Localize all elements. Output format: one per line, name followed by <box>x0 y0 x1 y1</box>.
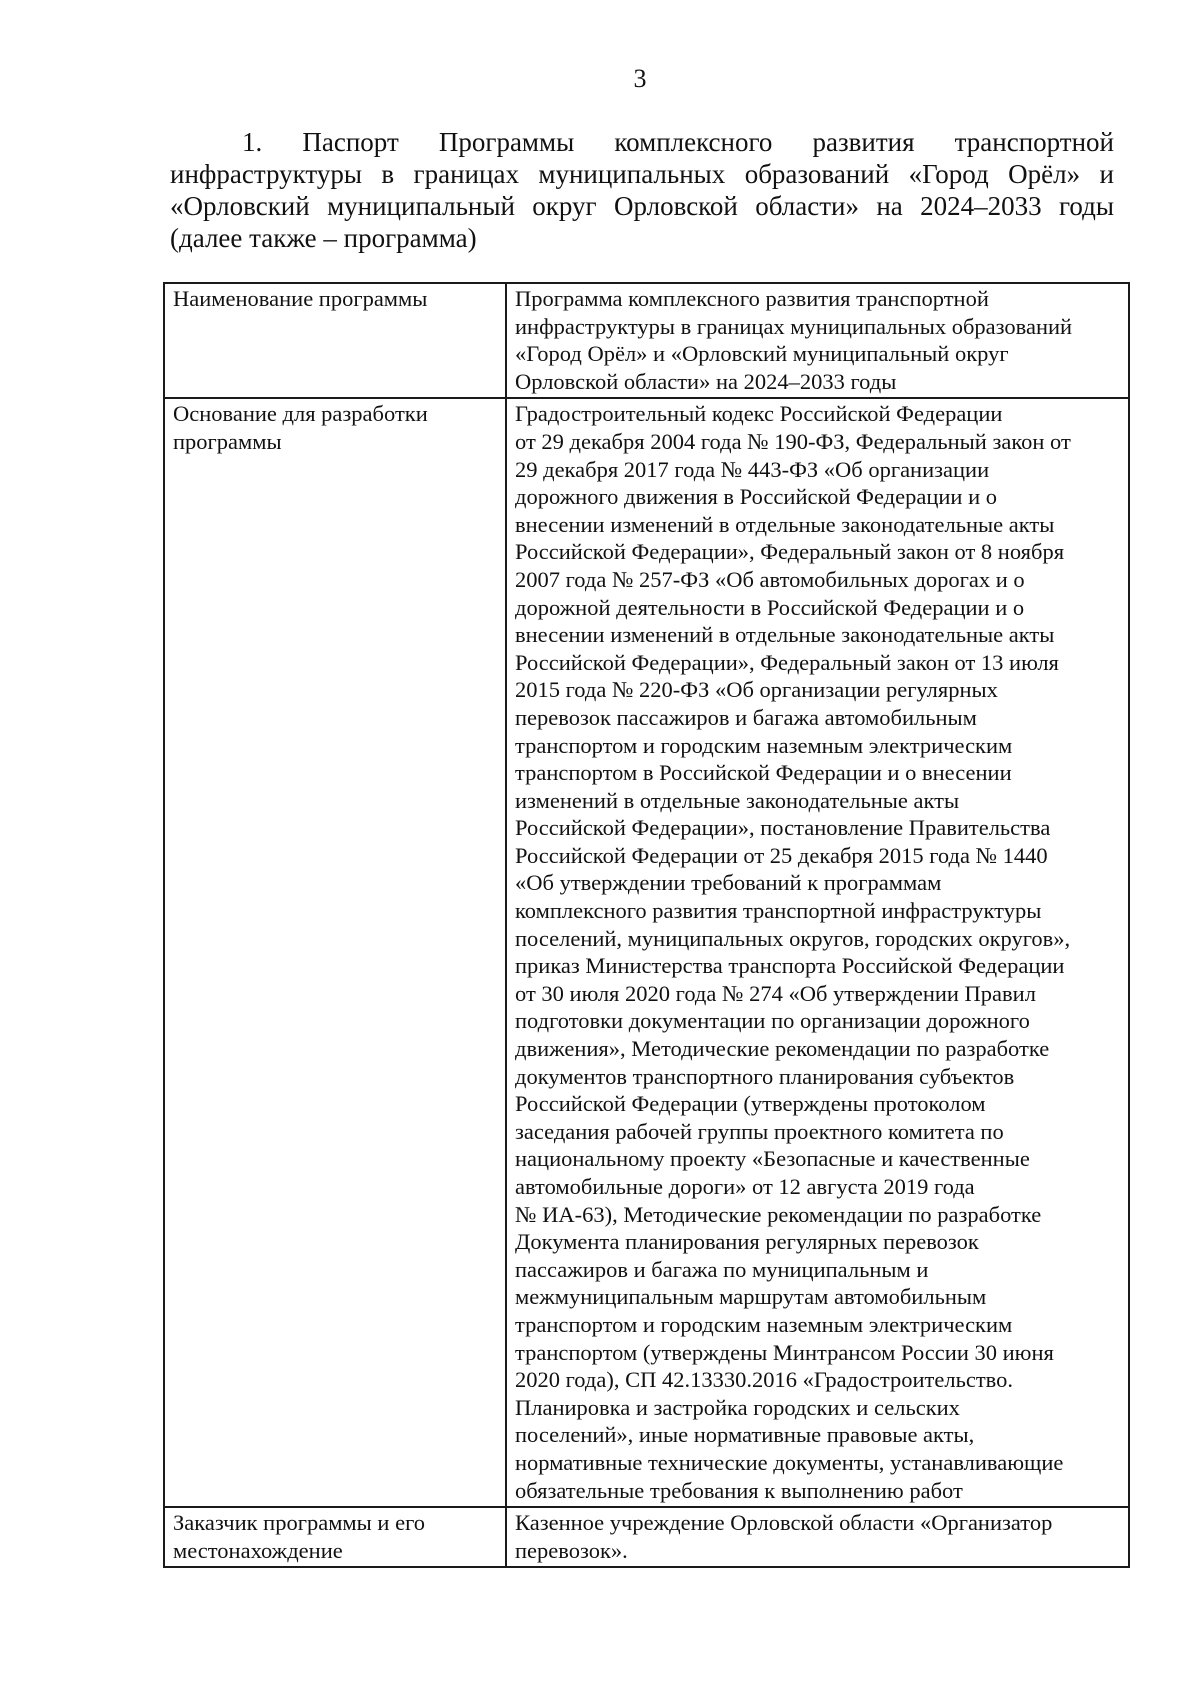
value-line: Орловской области» на 2024–2033 годы <box>515 368 897 394</box>
label-line: программы <box>173 428 282 454</box>
row-customer <box>164 1507 1129 1567</box>
section-heading <box>170 126 1114 254</box>
value-line: комплексного развития транспортной инфраструктуры <box>515 898 1042 924</box>
value-line: Документа планирования регулярных перевозок <box>515 1229 979 1255</box>
passport-table <box>163 282 1130 1568</box>
value-line: 29 декабря 2017 года № 443-ФЗ «Об организации <box>515 456 990 482</box>
value-line: Российской Федерации», Федеральный закон от 13 июля <box>515 649 1059 675</box>
value-line: дорожного движения в Российской Федерации и о <box>515 484 997 510</box>
row-label-cell <box>164 1507 506 1567</box>
value-line: автомобильные дороги» от 12 августа 2019 года <box>515 1174 975 1199</box>
value-line: Российской Федерации», постановление Правительства <box>515 815 1051 841</box>
value-line: дорожной деятельности в Российской Федерации и о <box>515 594 1025 620</box>
heading-line: 1. Паспорт Программы комплексного развития транспортной <box>242 127 1114 157</box>
row-value-cell <box>506 283 1129 398</box>
value-line: транспортом в Российской Федерации и о внесении <box>515 760 1012 786</box>
value-line: пассажиров и багажа по муниципальным и <box>515 1256 929 1282</box>
value-line: Градостроительный кодекс Российской Федерации <box>515 401 1003 427</box>
label-line: Заказчик программы и его <box>173 1510 425 1536</box>
value-line: Казенное учреждение Орловской области «Организатор <box>515 1510 1053 1536</box>
value-line: «Город Орёл» и «Орловский муниципальный округ <box>515 341 1009 367</box>
value-line: 2007 года № 257-ФЗ «Об автомобильных дорогах и о <box>515 566 1025 592</box>
value-line: № ИА-63), Методические рекомендации по разработке <box>515 1201 1042 1227</box>
value-line: нормативные технические документы, устанавливающие <box>515 1449 1064 1475</box>
value-line: документов транспортного планирования субъектов <box>515 1063 1015 1089</box>
row-label-cell <box>164 398 506 1507</box>
row-value-cell <box>506 398 1129 1507</box>
heading-line: (далее также – программа) <box>170 223 477 253</box>
label-line: Основание для разработки <box>173 401 428 427</box>
value-line: межмуниципальным маршрутам автомобильным <box>515 1284 987 1310</box>
label-line: Наименование программы <box>173 286 428 311</box>
value-line: Российской Федерации (утверждены протоколом <box>515 1091 986 1117</box>
value-line: внесении изменений в отдельные законодательные акты <box>515 622 1055 648</box>
row-label-cell <box>164 283 506 398</box>
row-value-cell <box>506 1507 1129 1567</box>
value-line: 2020 года), СП 42.13330.2016 «Градостроительство. <box>515 1367 1014 1393</box>
value-line: изменений в отдельные законодательные акты <box>515 787 960 813</box>
value-line: Российской Федерации от 25 декабря 2015 года № 1440 <box>515 842 1048 868</box>
row-development-basis <box>164 398 1129 1507</box>
value-line: перевозок пассажиров и багажа автомобильным <box>515 704 977 730</box>
value-line: Российской Федерации», Федеральный закон от 8 ноября <box>515 539 1065 565</box>
value-line: Планировка и застройка городских и сельских <box>515 1394 960 1420</box>
row-program-name <box>164 283 1129 398</box>
value-line: Программа комплексного развития транспортной <box>515 286 989 311</box>
value-line: инфраструктуры в границах муниципальных образований <box>515 313 1073 339</box>
value-line: движения», Методические рекомендации по разработке <box>515 1036 1050 1062</box>
value-line: поселений», иные нормативные правовые акты, <box>515 1422 975 1448</box>
value-line: заседания рабочей группы проектного комитета по <box>515 1118 1004 1144</box>
page-number: 3 <box>633 64 647 93</box>
value-line: национальному проекту «Безопасные и качественные <box>515 1146 1030 1172</box>
value-line: от 30 июля 2020 года № 274 «Об утверждении Правил <box>515 980 1036 1006</box>
heading-line: «Орловский муниципальный округ Орловской области» на 2024–2033 годы <box>170 191 1114 221</box>
label-line: местонахождение <box>173 1537 343 1563</box>
value-line: внесении изменений в отдельные законодательные акты <box>515 511 1055 537</box>
value-line: транспортом и городским наземным электрическим <box>515 732 1013 758</box>
value-line: «Об утверждении требований к программам <box>515 870 942 896</box>
heading-line: инфраструктуры в границах муниципальных образований «Город Орёл» и <box>170 159 1114 189</box>
value-line: поселений, муниципальных округов, городских округов», <box>515 925 1071 951</box>
value-line: 2015 года № 220-ФЗ «Об организации регулярных <box>515 677 998 703</box>
value-line: транспортом и городским наземным электрическим <box>515 1311 1013 1337</box>
value-line: подготовки документации по организации дорожного <box>515 1008 1030 1034</box>
value-line: обязательные требования к выполнению работ <box>515 1477 963 1503</box>
value-line: приказ Министерства транспорта Российской Федерации <box>515 953 1065 979</box>
value-line: перевозок». <box>515 1537 628 1563</box>
value-line: от 29 декабря 2004 года № 190-ФЗ, Федеральный закон от <box>515 428 1071 454</box>
value-line: транспортом (утверждены Минтрансом России 30 июня <box>515 1339 1054 1365</box>
